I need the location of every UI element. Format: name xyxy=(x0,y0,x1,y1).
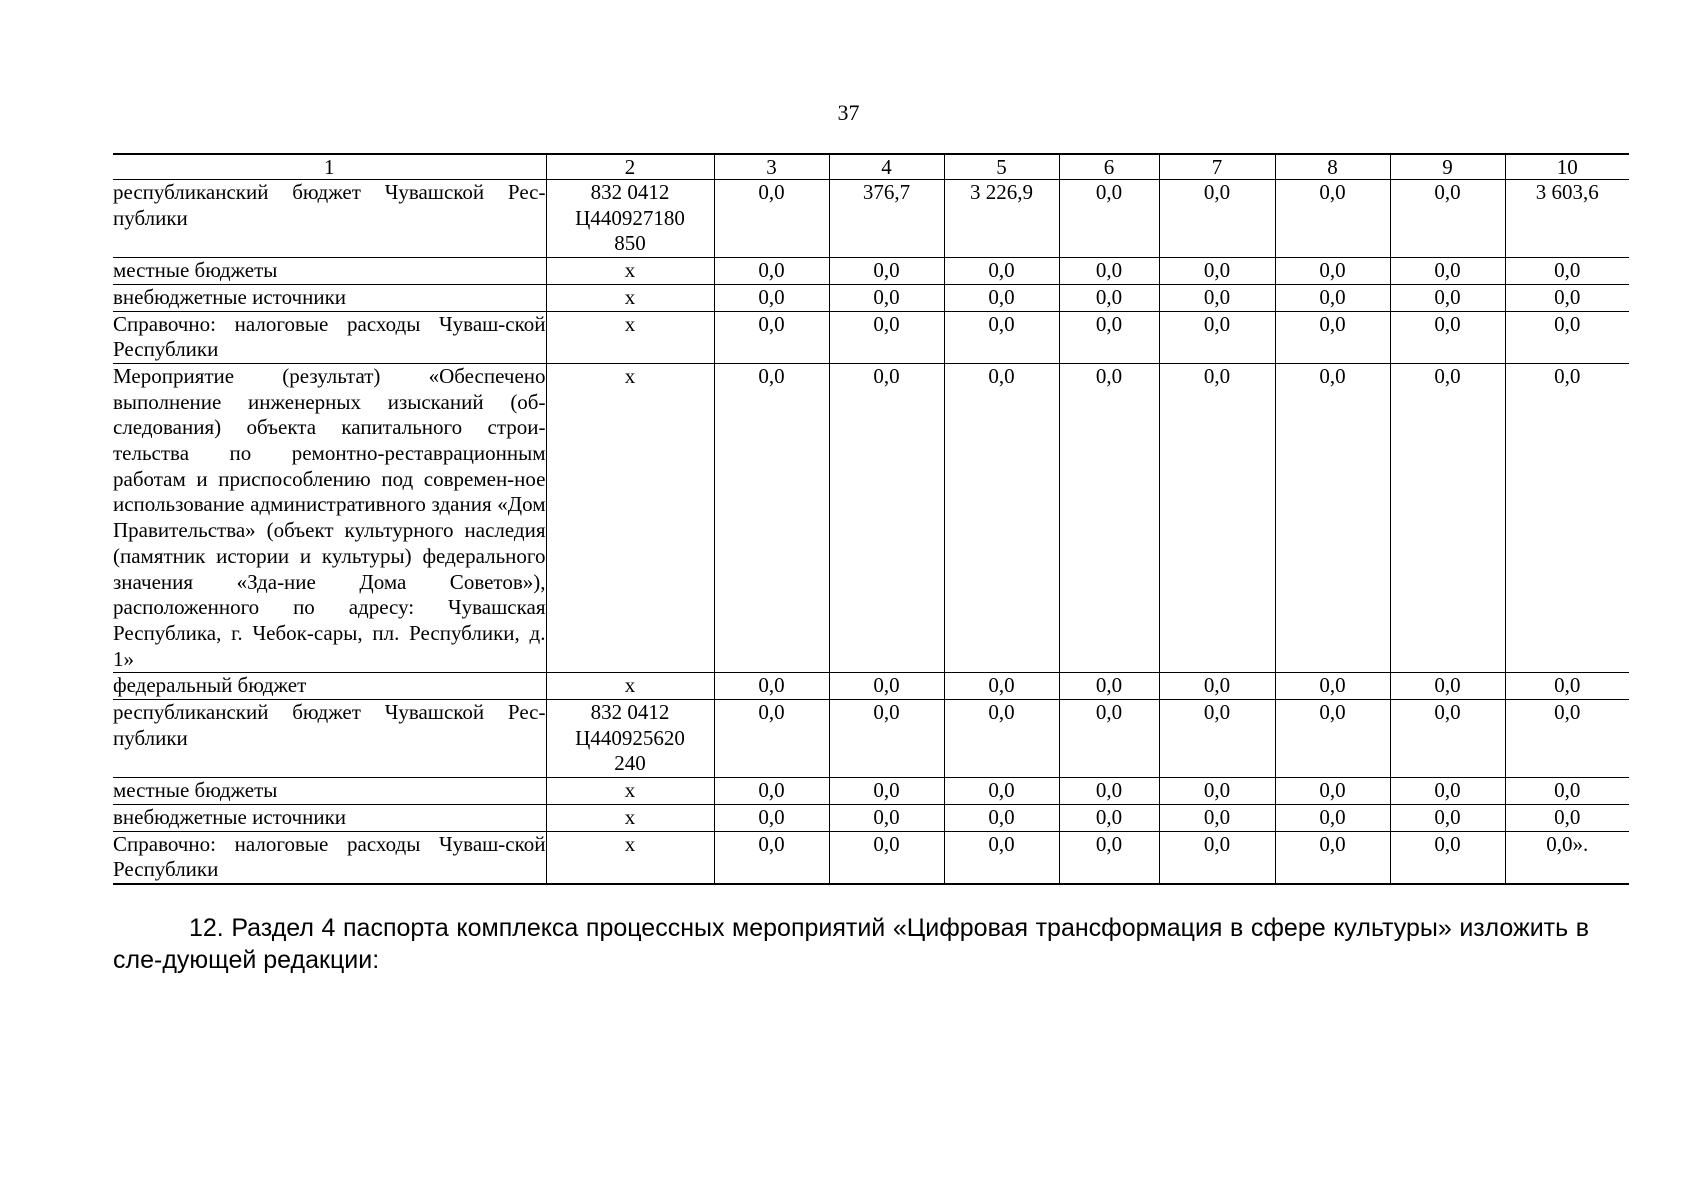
value-cell-col-7: 0,0 xyxy=(1159,700,1275,778)
table-row xyxy=(113,363,1629,672)
budget-code-line: 850 xyxy=(614,231,646,256)
budget-code-line: x xyxy=(624,311,636,336)
value-cell-col-5: 0,0 xyxy=(944,258,1059,285)
column-header-5: 5 xyxy=(944,154,1059,180)
value-cell-col-9: 0,0 xyxy=(1390,363,1505,672)
value-cell-col-5: 0,0 xyxy=(944,311,1059,363)
budget-code-cell xyxy=(546,180,714,258)
column-header-4: 4 xyxy=(829,154,944,180)
row-label: Мероприятие (результат) «Обеспечено выполнение инженерных изысканий (об-следования) объекта капитального строи-тельства по ремонтно-реставрационным работам и приспособлению под современ-ное использование административного здания «Дом Правительства» (объект культурного наследия (памятник истории и культуры) федерального значения «Зда-ние Дома Советов»), расположенного по адресу: Чувашская Республика, г. Чебок-сары, пл. Республики, д. 1» xyxy=(113,363,546,672)
value-cell-col-9: 0,0 xyxy=(1390,673,1505,700)
value-cell-col-4: 0,0 xyxy=(829,673,944,700)
budget-code-cell xyxy=(546,778,714,805)
budget-code-line: x xyxy=(624,284,636,309)
value-cell-col-6: 0,0 xyxy=(1059,778,1159,805)
value-cell-col-3: 0,0 xyxy=(714,311,829,363)
row-label: Справочно: налоговые расходы Чуваш-ской Республики xyxy=(113,311,546,363)
budget-code-line: x xyxy=(624,363,636,388)
row-label: Справочно: налоговые расходы Чуваш-ской Республики xyxy=(113,831,546,884)
column-header-7: 7 xyxy=(1159,154,1275,180)
value-cell-col-10: 0,0 xyxy=(1505,700,1629,778)
value-cell-col-5: 0,0 xyxy=(944,778,1059,805)
value-cell-col-3: 0,0 xyxy=(714,180,829,258)
value-cell-col-8: 0,0 xyxy=(1275,831,1390,884)
value-cell-col-5: 0,0 xyxy=(944,363,1059,672)
budget-code-cell xyxy=(546,700,714,778)
value-cell-col-4: 0,0 xyxy=(829,778,944,805)
value-cell-col-4: 0,0 xyxy=(829,258,944,285)
column-header-1: 1 xyxy=(113,154,546,180)
value-cell-col-6: 0,0 xyxy=(1059,180,1159,258)
value-cell-col-7: 0,0 xyxy=(1159,258,1275,285)
budget-code-line: Ц440925620 xyxy=(575,725,685,750)
budget-code-cell xyxy=(546,284,714,311)
value-cell-col-10: 0,0 xyxy=(1505,804,1629,831)
budget-code-line: x xyxy=(624,831,636,856)
value-cell-col-3: 0,0 xyxy=(714,258,829,285)
page-number: 37 xyxy=(837,100,860,125)
value-cell-col-8: 0,0 xyxy=(1275,804,1390,831)
value-cell-col-5: 0,0 xyxy=(944,700,1059,778)
table-body xyxy=(113,180,1629,884)
value-cell-col-4: 0,0 xyxy=(829,363,944,672)
budget-code-cell xyxy=(546,258,714,285)
row-label: республиканский бюджет Чувашской Рес-публики xyxy=(113,700,546,778)
value-cell-col-7: 0,0 xyxy=(1159,311,1275,363)
row-label: местные бюджеты xyxy=(113,778,546,805)
value-cell-col-7: 0,0 xyxy=(1159,831,1275,884)
value-cell-col-7: 0,0 xyxy=(1159,673,1275,700)
column-header-8: 8 xyxy=(1275,154,1390,180)
table-row xyxy=(113,180,1629,258)
value-cell-col-10: 0,0 xyxy=(1505,311,1629,363)
budget-code-line: x xyxy=(624,804,636,829)
value-cell-col-8: 0,0 xyxy=(1275,311,1390,363)
value-cell-col-9: 0,0 xyxy=(1390,311,1505,363)
budget-code-cell xyxy=(546,673,714,700)
value-cell-col-5: 3 226,9 xyxy=(944,180,1059,258)
value-cell-col-5: 0,0 xyxy=(944,284,1059,311)
table-row xyxy=(113,673,1629,700)
value-cell-col-3: 0,0 xyxy=(714,778,829,805)
budget-code-line: x xyxy=(624,258,636,283)
header-row xyxy=(113,154,1629,180)
value-cell-col-3: 0,0 xyxy=(714,831,829,884)
budget-code-line: x xyxy=(624,673,636,698)
column-header-6: 6 xyxy=(1059,154,1159,180)
row-label: федеральный бюджет xyxy=(113,673,546,700)
budget-code-cell xyxy=(546,311,714,363)
value-cell-col-10: 0,0 xyxy=(1505,258,1629,285)
value-cell-col-7: 0,0 xyxy=(1159,180,1275,258)
value-cell-col-8: 0,0 xyxy=(1275,258,1390,285)
table-row xyxy=(113,311,1629,363)
row-label: местные бюджеты xyxy=(113,258,546,285)
column-header-9: 9 xyxy=(1390,154,1505,180)
value-cell-col-4: 376,7 xyxy=(829,180,944,258)
value-cell-col-9: 0,0 xyxy=(1390,700,1505,778)
value-cell-col-6: 0,0 xyxy=(1059,284,1159,311)
value-cell-col-10: 0,0 xyxy=(1505,778,1629,805)
table-row xyxy=(113,284,1629,311)
value-cell-col-5: 0,0 xyxy=(944,804,1059,831)
table-row xyxy=(113,804,1629,831)
column-header-3: 3 xyxy=(714,154,829,180)
value-cell-col-6: 0,0 xyxy=(1059,311,1159,363)
value-cell-col-10: 0,0». xyxy=(1505,831,1629,884)
value-cell-col-6: 0,0 xyxy=(1059,804,1159,831)
table-row xyxy=(113,258,1629,285)
row-label: внебюджетные источники xyxy=(113,284,546,311)
value-cell-col-10: 0,0 xyxy=(1505,363,1629,672)
value-cell-col-8: 0,0 xyxy=(1275,673,1390,700)
value-cell-col-5: 0,0 xyxy=(944,673,1059,700)
value-cell-col-6: 0,0 xyxy=(1059,831,1159,884)
value-cell-col-9: 0,0 xyxy=(1390,804,1505,831)
value-cell-col-7: 0,0 xyxy=(1159,804,1275,831)
budget-table xyxy=(113,153,1629,885)
budget-code-line: 240 xyxy=(614,751,646,776)
budget-code-cell xyxy=(546,804,714,831)
row-label: республиканский бюджет Чувашской Рес-публики xyxy=(113,180,546,258)
value-cell-col-3: 0,0 xyxy=(714,284,829,311)
table-row xyxy=(113,700,1629,778)
value-cell-col-9: 0,0 xyxy=(1390,180,1505,258)
value-cell-col-3: 0,0 xyxy=(714,700,829,778)
value-cell-col-4: 0,0 xyxy=(829,804,944,831)
value-cell-col-9: 0,0 xyxy=(1390,284,1505,311)
value-cell-col-10: 0,0 xyxy=(1505,284,1629,311)
value-cell-col-10: 3 603,6 xyxy=(1505,180,1629,258)
value-cell-col-4: 0,0 xyxy=(829,831,944,884)
value-cell-col-3: 0,0 xyxy=(714,804,829,831)
value-cell-col-4: 0,0 xyxy=(829,284,944,311)
value-cell-col-7: 0,0 xyxy=(1159,363,1275,672)
value-cell-col-8: 0,0 xyxy=(1275,284,1390,311)
value-cell-col-4: 0,0 xyxy=(829,700,944,778)
value-cell-col-8: 0,0 xyxy=(1275,778,1390,805)
budget-code-line: Ц440927180 xyxy=(575,205,685,230)
body-paragraph: 12. Раздел 4 паспорта комплекса процессных мероприятий «Цифровая трансформация в сфере культуры» изложить в сле-дующей редакции: xyxy=(113,914,1589,974)
table-row xyxy=(113,778,1629,805)
value-cell-col-6: 0,0 xyxy=(1059,363,1159,672)
value-cell-col-6: 0,0 xyxy=(1059,673,1159,700)
value-cell-col-8: 0,0 xyxy=(1275,700,1390,778)
value-cell-col-9: 0,0 xyxy=(1390,778,1505,805)
value-cell-col-6: 0,0 xyxy=(1059,258,1159,285)
value-cell-col-7: 0,0 xyxy=(1159,778,1275,805)
value-cell-col-5: 0,0 xyxy=(944,831,1059,884)
row-label: внебюджетные источники xyxy=(113,804,546,831)
table-row xyxy=(113,831,1629,884)
value-cell-col-9: 0,0 xyxy=(1390,258,1505,285)
value-cell-col-3: 0,0 xyxy=(714,673,829,700)
value-cell-col-6: 0,0 xyxy=(1059,700,1159,778)
budget-code-line: 832 0412 xyxy=(590,700,670,725)
budget-code-cell xyxy=(546,831,714,884)
value-cell-col-8: 0,0 xyxy=(1275,363,1390,672)
value-cell-col-10: 0,0 xyxy=(1505,673,1629,700)
value-cell-col-9: 0,0 xyxy=(1390,831,1505,884)
value-cell-col-7: 0,0 xyxy=(1159,284,1275,311)
value-cell-col-8: 0,0 xyxy=(1275,180,1390,258)
budget-code-line: 832 0412 xyxy=(590,180,670,204)
column-header-2: 2 xyxy=(546,154,714,180)
budget-code-cell xyxy=(546,363,714,672)
value-cell-col-4: 0,0 xyxy=(829,311,944,363)
value-cell-col-3: 0,0 xyxy=(714,363,829,672)
column-header-10: 10 xyxy=(1505,154,1629,180)
budget-code-line: x xyxy=(624,778,636,803)
